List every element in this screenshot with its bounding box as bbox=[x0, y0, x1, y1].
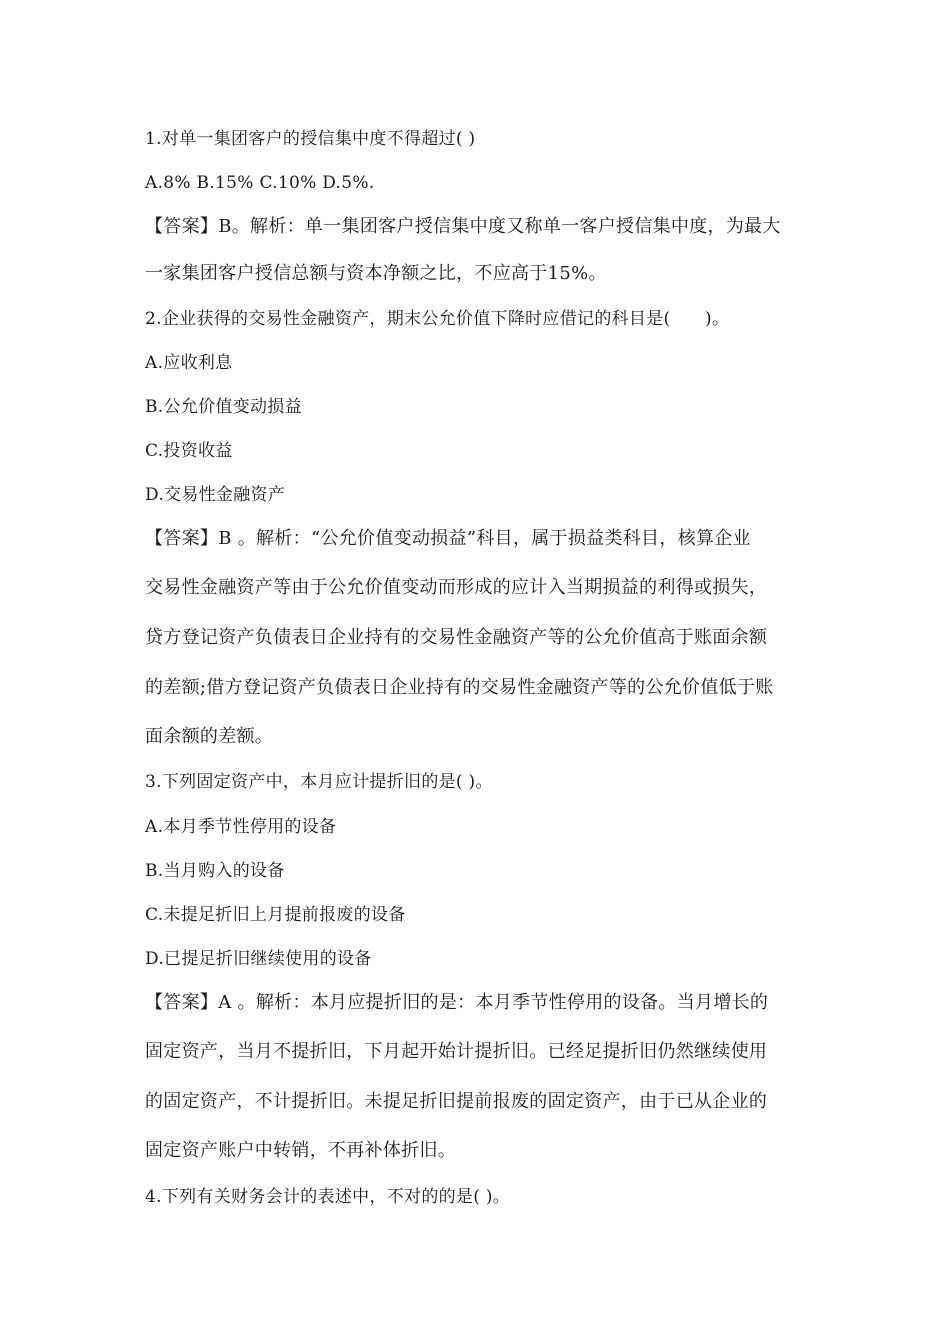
question-3-answer-line: 【答案】A 。解析：本月应提折旧的是：本月季节性停用的设备。当月增长的 bbox=[145, 992, 769, 1013]
question-1-options: A.8% B.15% C.10% D.5%. bbox=[145, 173, 375, 193]
question-2-option-b: B.公允价值变动损益 bbox=[145, 397, 302, 417]
question-2-answer-line: 【答案】B 。解析：“公允价值变动损益”科目，属于损益类科目，核算企业 bbox=[145, 528, 751, 549]
question-3-answer-line: 固定资产，当月不提折旧，下月起开始计提折旧。已经足提折旧仍然继续使用 bbox=[145, 1041, 768, 1062]
question-3-answer-line: 固定资产账户中转销，不再补体折旧。 bbox=[145, 1140, 457, 1161]
question-2-option-c: C.投资收益 bbox=[145, 441, 233, 461]
question-3-option-c: C.未提足折旧上月提前报废的设备 bbox=[145, 905, 406, 925]
question-2-option-d: D.交易性金融资产 bbox=[145, 485, 286, 505]
question-2-answer-line: 的差额;借方登记资产负债表日企业持有的交易性金融资产等的公允价值低于账 bbox=[145, 677, 774, 698]
question-3-option-a: A.本月季节性停用的设备 bbox=[145, 817, 337, 837]
question-2-answer-line: 贷方登记资产负债表日企业持有的交易性金融资产等的公允价值高于账面余额 bbox=[145, 627, 768, 648]
question-2-option-a: A.应收利息 bbox=[145, 353, 233, 373]
question-2-answer-line: 交易性金融资产等由于公允价值变动而形成的应计入当期损益的利得或损失， bbox=[145, 577, 768, 598]
question-3-stem: 3.下列固定资产中，本月应计提折旧的是( )。 bbox=[145, 772, 493, 792]
question-4-stem: 4.下列有关财务会计的表述中，不对的的是( )。 bbox=[145, 1187, 511, 1207]
question-2-stem: 2.企业获得的交易性金融资产，期末公允价值下降时应借记的科目是( )。 bbox=[145, 309, 730, 329]
question-3-answer-line: 的固定资产，不计提折旧。未提足折旧提前报废的固定资产，由于已从企业的 bbox=[145, 1091, 768, 1112]
question-3-option-b: B.当月购入的设备 bbox=[145, 861, 285, 881]
question-2-answer-line: 面余额的差额。 bbox=[145, 726, 274, 747]
question-1-stem: 1.对单一集团客户的授信集中度不得超过( ) bbox=[145, 129, 476, 149]
question-1-answer-line: 【答案】B。解析：单一集团客户授信集中度又称单一客户授信集中度，为最大 bbox=[145, 216, 781, 237]
question-1-answer-line: 一家集团客户授信总额与资本净额之比，不应高于15%。 bbox=[145, 263, 607, 284]
question-3-option-d: D.已提足折旧继续使用的设备 bbox=[145, 949, 372, 969]
